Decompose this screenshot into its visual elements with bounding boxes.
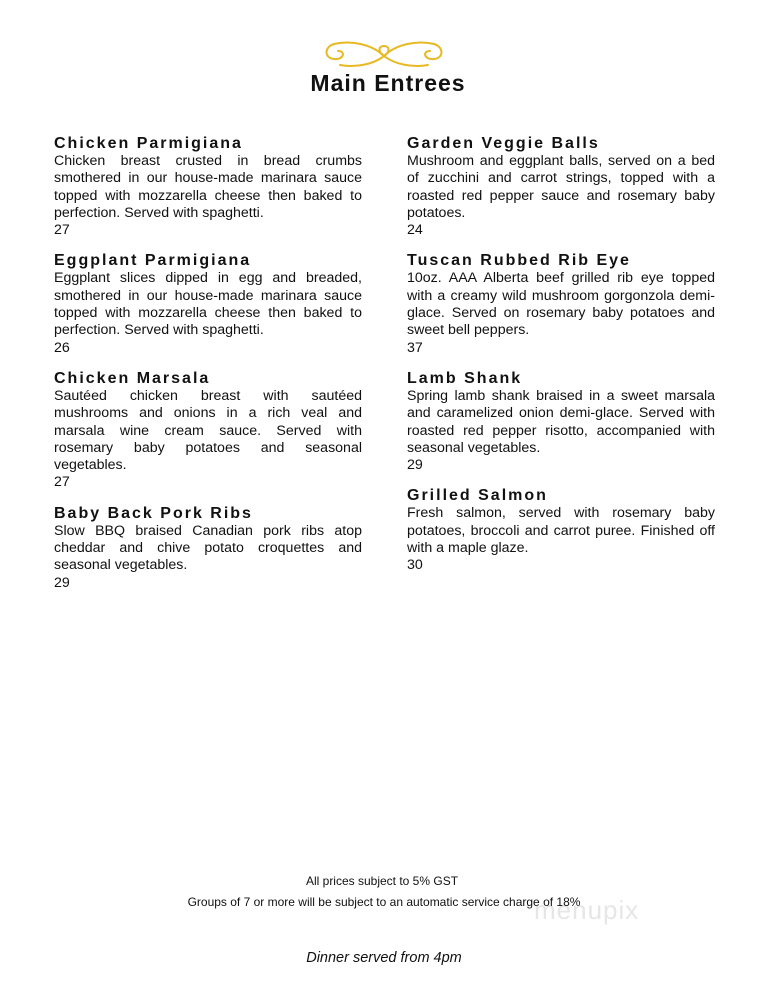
dinner-hours-note: Dinner served from 4pm	[306, 950, 462, 966]
right-menu-column	[407, 135, 715, 588]
gst-note: All prices subject to 5% GST	[305, 874, 459, 888]
menu-item-price: 29	[54, 574, 70, 591]
menu-item-description: 10oz. AAA Alberta beef grilled rib eye topped with a creamy wild mushroom gorgonzola demi-glace. Served on rosemary baby potatoes and sweet bell peppers.	[407, 270, 715, 339]
menu-item-name: Eggplant Parmigiana	[54, 252, 252, 270]
left-menu-column	[54, 135, 362, 605]
menu-item-description: Eggplant slices dipped in egg and breaded, smothered in our house-made marinara sauce topped with mozzarella cheese then baked to perfection. Served with spaghetti.	[54, 270, 362, 339]
menu-item-name: Chicken Parmigiana	[54, 135, 243, 152]
menu-item-price: 27	[54, 474, 70, 491]
menu-item-price: 30	[407, 557, 423, 574]
menu-item	[407, 135, 715, 239]
menu-item-name: Lamb Shank	[407, 369, 523, 387]
page-title: Main Entrees	[310, 70, 466, 96]
menu-item-description: Spring lamb shank braised in a sweet marsala and caramelized onion demi-glace. Served with roasted red pepper risotto, accompanied with seasonal vegetables.	[407, 387, 715, 456]
menu-item-description: Mushroom and eggplant balls, served on a bed of zucchini and carrot strings, topped with a roasted red pepper sauce and rosemary baby potatoes.	[407, 153, 715, 221]
menu-item	[407, 487, 715, 574]
menu-item	[54, 370, 362, 492]
menupix-watermark: menupix	[534, 895, 640, 925]
menu-item-name: Baby Back Pork Ribs	[54, 504, 253, 522]
menu-item-price: 37	[407, 339, 423, 356]
menu-item-name: Tuscan Rubbed Rib Eye	[407, 252, 631, 270]
menu-item-description: Fresh salmon, served with rosemary baby potatoes, broccoli and carrot puree. Finished off with a maple glaze.	[407, 505, 715, 557]
menu-item	[54, 505, 362, 592]
group-service-charge-note: Groups of 7 or more will be subject to an automatic service charge of 18%	[187, 895, 581, 909]
menu-item-description: Slow BBQ braised Canadian pork ribs atop cheddar and chive potato croquettes and seasonal vegetables.	[54, 522, 362, 574]
menu-item-name: Grilled Salmon	[407, 487, 548, 505]
menu-item-price: 26	[54, 339, 70, 356]
menu-item-description: Chicken breast crusted in bread crumbs smothered in our house-made marinara sauce topped with mozzarella cheese then baked to perfection. Served with spaghetti.	[54, 153, 362, 221]
menu-item	[54, 135, 362, 239]
menu-item-price: 27	[54, 222, 70, 239]
decorative-flourish-icon	[320, 38, 448, 74]
menu-item-description: Sautéed chicken breast with sautéed mushrooms and onions in a rich veal and marsala wine cream sauce. Served with rosemary baby potatoes and seasonal vegetables.	[54, 387, 362, 474]
menu-item-price: 29	[407, 457, 423, 474]
menu-item	[407, 370, 715, 474]
menu-item-name: Chicken Marsala	[54, 369, 211, 387]
menu-item	[407, 252, 715, 356]
menu-item-price: 24	[407, 222, 423, 239]
menu-item	[54, 252, 362, 356]
menu-item-name: Garden Veggie Balls	[407, 135, 600, 152]
